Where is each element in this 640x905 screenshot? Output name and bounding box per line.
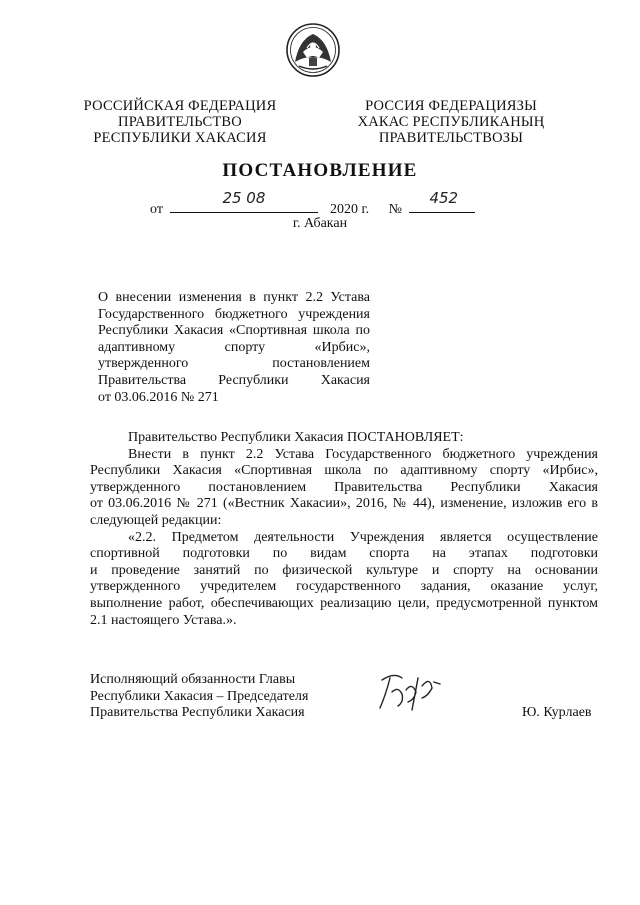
date-number-line bbox=[150, 189, 475, 218]
city-label: г. Абакан bbox=[292, 216, 348, 231]
date-handwritten: 25 08 bbox=[222, 189, 266, 207]
body-text bbox=[90, 430, 598, 629]
body-line: утвержденного учредителем государственного задания, оказание услуг, bbox=[90, 579, 598, 595]
subject-line: утвержденного постановлением bbox=[98, 356, 370, 372]
signatory-position bbox=[90, 672, 308, 722]
header-left-line-1: РОССИЙСКАЯ ФЕДЕРАЦИЯ bbox=[83, 98, 277, 114]
header-left-block bbox=[80, 98, 280, 146]
year-label: 2020 г. bbox=[329, 202, 370, 217]
document-title: ПОСТАНОВЛЕНИЕ bbox=[222, 160, 418, 181]
body-line: выполнение работ, обеспечивающих реализацию цели, предусмотренной пунктом bbox=[90, 595, 598, 611]
header-right-line-3: ПРАВИТЕЛЬСТВОЗЫ bbox=[378, 130, 524, 146]
body-line: и проведение занятий по физической культуре и спорту на основании bbox=[90, 562, 598, 578]
subject-line: Государственного бюджетного учреждения bbox=[98, 306, 370, 322]
header-left-line-2: ПРАВИТЕЛЬСТВО bbox=[118, 114, 242, 130]
number-field bbox=[409, 189, 475, 213]
body-line: Внести в пункт 2.2 Устава Государственного бюджетного учреждения bbox=[128, 446, 598, 462]
subject-line: от 03.06.2016 № 271 bbox=[98, 389, 219, 405]
body-intro: Правительство Республики Хакасия ПОСТАНОВЛЯЕТ: bbox=[128, 430, 464, 445]
body-line: «2.2. Предметом деятельности Учреждения является осуществление bbox=[128, 529, 598, 545]
date-field bbox=[170, 189, 318, 213]
number-handwritten: 452 bbox=[429, 189, 459, 207]
position-line: Исполняющий обязанности Главы bbox=[90, 672, 296, 687]
body-line: утвержденного постановлением Правительства Республики Хакасия bbox=[90, 479, 598, 495]
body-line: спортивной подготовки по видам спорта на этапах подготовки bbox=[90, 546, 598, 562]
signatory-name: Ю. Курлаев bbox=[522, 705, 592, 720]
subject-line: адаптивному спорту «Ирбис», bbox=[98, 339, 370, 355]
header-right-block bbox=[346, 98, 556, 146]
header-left-line-3: РЕСПУБЛИКИ ХАКАСИЯ bbox=[93, 130, 267, 146]
position-line: Правительства Республики Хакасия bbox=[90, 705, 305, 721]
header-right-line-1: РОССИЯ ФЕДЕРАЦИЯЗЫ bbox=[365, 98, 537, 114]
number-sign: № bbox=[388, 202, 402, 217]
handwritten-signature bbox=[372, 668, 452, 714]
subject-block bbox=[98, 290, 370, 406]
body-line: 2.1 настоящего Устава.». bbox=[90, 612, 237, 628]
subject-line: Республики Хакасия «Спортивная школа по bbox=[98, 323, 370, 339]
subject-line: О внесении изменения в пункт 2.2 Устава bbox=[98, 290, 370, 305]
body-line: следующей редакции: bbox=[90, 512, 222, 528]
date-prefix: от bbox=[150, 202, 163, 217]
subject-line: Правительства Республики Хакасия bbox=[98, 372, 370, 388]
header-right-line-2: ХАКАС РЕСПУБЛИКАНЫҢ bbox=[357, 114, 545, 130]
body-line: Республики Хакасия «Спортивная школа по адаптивному спорту «Ирбис», bbox=[90, 463, 598, 479]
position-line: Республики Хакасия – Председателя bbox=[90, 688, 309, 704]
coat-of-arms-emblem bbox=[285, 22, 341, 78]
body-line: от 03.06.2016 № 271 («Вестник Хакасии», 2016, № 44), изменение, изложив его в bbox=[90, 496, 598, 512]
